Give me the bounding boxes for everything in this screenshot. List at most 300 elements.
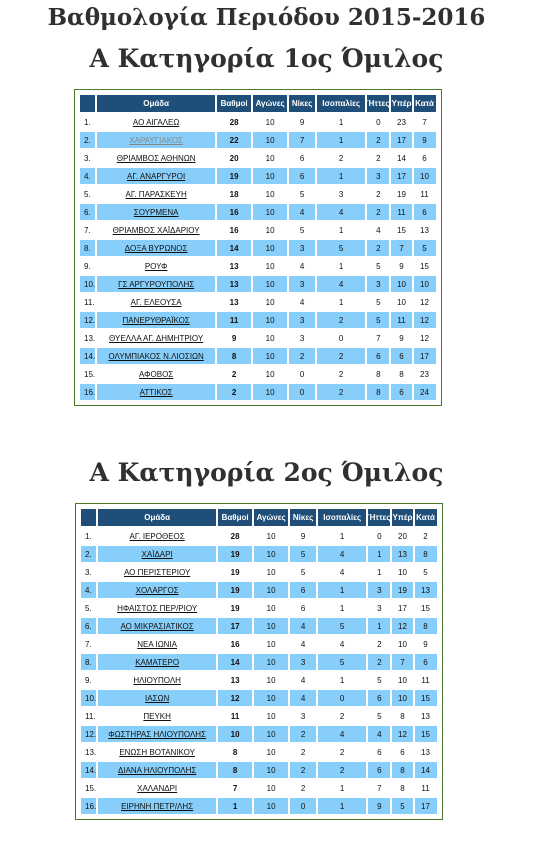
table-row [81,726,437,742]
cell-points: 19 [218,564,252,580]
cell-wins: 9 [289,114,315,130]
cell-draws: 5 [318,654,366,670]
cell-points: 13 [217,294,251,310]
header-goals-against: Κατά [414,95,436,112]
cell-goals-against: 5 [414,240,436,256]
cell-games: 10 [254,600,288,616]
team-link[interactable]: ΙΑΣΩΝ [144,693,170,703]
cell-games: 10 [254,762,288,778]
cell-points: 18 [217,186,251,202]
cell-draws: 0 [318,690,366,706]
team-link[interactable]: ΠΑΝΕΡΥΘΡΑΪΚΟΣ [122,315,190,325]
cell-goals-against: 11 [415,780,437,796]
cell-goals-against: 17 [414,348,436,364]
cell-goals-against: 23 [414,366,436,382]
cell-goals-against: 11 [414,186,436,202]
header-goals-for: Υπέρ [391,95,411,112]
team-link[interactable]: ΧΑΛΑΝΔΡΙ [137,783,178,793]
cell-points: 16 [217,222,251,238]
cell-goals-for: 5 [392,798,412,814]
cell-draws: 1 [317,168,365,184]
table-row [80,132,436,148]
cell-games: 10 [253,132,287,148]
cell-goals-for: 8 [392,762,412,778]
cell-points: 13 [218,672,252,688]
cell-games: 10 [254,690,288,706]
cell-position: 10. [80,276,95,292]
table-row [80,114,436,130]
cell-losses: 1 [368,546,390,562]
team-cell [97,186,215,202]
cell-position: 3. [81,564,96,580]
cell-draws: 2 [318,744,366,760]
team-link[interactable]: ΕΙΡΗΝΗ ΠΕΤΡ/ΛΗΣ [121,801,194,811]
table-header-row [80,95,436,112]
table-row [80,186,436,202]
cell-points: 20 [217,150,251,166]
team-link[interactable]: ΑΤΤΙΚΟΣ [139,387,173,397]
cell-wins: 4 [290,690,316,706]
cell-goals-for: 6 [391,348,411,364]
team-link[interactable]: ΚΑΜΑΤΕΡΟ [135,657,180,667]
cell-points: 19 [218,600,252,616]
cell-wins: 4 [289,204,315,220]
cell-draws: 2 [317,348,365,364]
team-link[interactable]: ΑΓ. ΠΑΡΑΣΚΕΥΗ [125,189,187,199]
cell-losses: 5 [367,258,389,274]
cell-goals-for: 10 [392,564,412,580]
cell-games: 10 [253,114,287,130]
cell-losses: 3 [367,168,389,184]
cell-position: 7. [80,222,95,238]
cell-points: 1 [218,798,252,814]
cell-wins: 2 [290,762,316,778]
cell-position: 4. [80,168,95,184]
cell-losses: 5 [367,294,389,310]
cell-goals-for: 20 [392,528,412,544]
team-cell [97,276,215,292]
cell-draws: 1 [318,600,366,616]
page-title: Βαθμολογία Περιόδου 2015-2016 [47,4,486,31]
cell-games: 10 [254,582,288,598]
cell-goals-for: 11 [391,204,411,220]
cell-losses: 2 [367,204,389,220]
cell-games: 10 [253,294,287,310]
table-row [80,384,436,400]
group1-title: Α Κατηγορία 1ος Όμιλος [89,44,444,73]
cell-goals-for: 10 [392,636,412,652]
cell-draws: 2 [317,366,365,382]
team-cell [97,204,215,220]
cell-position: 14. [80,348,95,364]
cell-wins: 3 [290,654,316,670]
cell-games: 10 [254,546,288,562]
cell-games: 10 [253,204,287,220]
table-row [80,258,436,274]
cell-position: 4. [81,582,96,598]
cell-losses: 6 [368,762,390,778]
cell-draws: 1 [318,798,366,814]
cell-position: 2. [81,546,96,562]
cell-goals-for: 15 [391,222,411,238]
team-link[interactable]: ΑΦΟΒΟΣ [139,369,174,379]
table-row [81,762,437,778]
cell-goals-against: 6 [414,204,436,220]
team-cell [98,528,216,544]
cell-losses: 1 [368,618,390,634]
cell-goals-against: 6 [415,654,437,670]
team-link[interactable]: ΦΩΣΤΗΡΑΣ ΗΛΙΟΥΠΟΛΗΣ [108,729,207,739]
cell-goals-for: 10 [391,276,411,292]
cell-position: 1. [81,528,96,544]
team-link[interactable]: ΑΓ. ΑΝΑΡΓΥΡΟΙ [127,171,186,181]
cell-games: 10 [253,240,287,256]
cell-points: 28 [217,114,251,130]
table-row [80,204,436,220]
cell-wins: 5 [289,186,315,202]
cell-points: 19 [218,582,252,598]
header-losses: Ήττες [368,509,390,526]
header-wins: Νίκες [290,509,316,526]
team-link[interactable]: ΧΑΡΑΥΓΙΑΚΟΣ [129,135,183,145]
cell-position: 6. [81,618,96,634]
cell-wins: 6 [290,600,316,616]
team-link[interactable]: ΔΟΞΑ ΒΥΡΩΝΟΣ [124,243,188,253]
cell-wins: 2 [289,348,315,364]
team-link[interactable]: ΡΟΥΦ [144,261,168,271]
table-body [81,528,437,814]
cell-draws: 1 [317,222,365,238]
cell-losses: 5 [368,708,390,724]
team-cell [97,366,215,382]
cell-goals-for: 17 [392,600,412,616]
cell-goals-against: 10 [414,276,436,292]
team-link[interactable]: ΝΕΑ ΙΩΝΙΑ [137,639,178,649]
cell-draws: 1 [318,528,366,544]
cell-wins: 5 [290,564,316,580]
cell-losses: 2 [368,636,390,652]
cell-wins: 4 [290,618,316,634]
header-team: Ομάδα [98,509,216,526]
team-cell [98,672,216,688]
cell-goals-for: 23 [391,114,411,130]
table-row [81,798,437,814]
cell-position: 5. [81,600,96,616]
cell-points: 8 [218,744,252,760]
cell-losses: 7 [368,780,390,796]
table-row [81,582,437,598]
team-link[interactable]: ΘΡΙΑΜΒΟΣ ΧΑΪΔΑΡΙΟΥ [112,225,200,235]
table-row [81,564,437,580]
cell-position: 10. [81,690,96,706]
cell-goals-against: 15 [415,690,437,706]
cell-position: 15. [81,780,96,796]
cell-points: 16 [218,636,252,652]
cell-points: 11 [218,708,252,724]
cell-goals-against: 5 [415,564,437,580]
cell-position: 3. [80,150,95,166]
team-link[interactable]: ΧΑΪΔΑΡΙ [141,549,173,559]
cell-wins: 3 [289,276,315,292]
cell-goals-for: 17 [391,132,411,148]
team-cell [98,744,216,760]
header-draws: Ισοπαλίες [318,509,366,526]
cell-wins: 2 [290,780,316,796]
team-link[interactable]: ΗΛΙΟΥΠΟΛΗ [133,675,181,685]
cell-losses: 5 [367,312,389,328]
cell-goals-for: 10 [392,672,412,688]
cell-draws: 5 [318,618,366,634]
cell-losses: 6 [368,744,390,760]
cell-goals-against: 12 [414,294,436,310]
cell-games: 10 [254,528,288,544]
table-row [81,690,437,706]
table-row [80,312,436,328]
cell-wins: 6 [289,150,315,166]
team-cell [97,132,215,148]
cell-goals-for: 11 [391,312,411,328]
cell-goals-for: 8 [392,780,412,796]
table-row [81,672,437,688]
cell-points: 8 [218,762,252,778]
cell-games: 10 [254,780,288,796]
cell-goals-for: 7 [392,654,412,670]
team-link[interactable]: ΑΟ ΜΙΚΡΑΣΙΑΤΙΚΟΣ [120,621,194,631]
team-cell [98,762,216,778]
table-row [80,276,436,292]
cell-goals-for: 12 [392,726,412,742]
team-cell [97,114,215,130]
cell-goals-against: 2 [415,528,437,544]
cell-draws: 1 [318,672,366,688]
team-cell [98,780,216,796]
cell-wins: 5 [290,546,316,562]
team-cell [98,708,216,724]
cell-games: 10 [253,258,287,274]
cell-goals-against: 13 [414,222,436,238]
cell-goals-for: 10 [392,690,412,706]
cell-draws: 4 [317,276,365,292]
team-cell [98,600,216,616]
header-team: Ομάδα [97,95,215,112]
cell-games: 10 [254,798,288,814]
cell-position: 8. [80,240,95,256]
header-games: Αγώνες [254,509,288,526]
cell-goals-for: 19 [391,186,411,202]
cell-losses: 2 [367,132,389,148]
cell-goals-against: 13 [415,744,437,760]
cell-draws: 3 [317,186,365,202]
table-row [81,636,437,652]
cell-position: 16. [81,798,96,814]
team-link[interactable]: ΧΟΛΑΡΓΟΣ [135,585,179,595]
cell-losses: 5 [368,672,390,688]
table-row [81,600,437,616]
team-link[interactable]: ΘΥΕΛΛΑ ΑΓ. ΔΗΜΗΤΡΙΟΥ [109,333,204,343]
cell-wins: 3 [290,708,316,724]
table-row [81,708,437,724]
table-row [80,366,436,382]
team-link[interactable]: ΗΦΑΙΣΤΟΣ ΠΕΡ/ΡΙΟΥ [117,603,198,613]
header-draws: Ισοπαλίες [317,95,365,112]
header-position [81,509,96,526]
table-row [81,744,437,760]
cell-draws: 2 [317,150,365,166]
table-row [81,546,437,562]
cell-losses: 2 [367,150,389,166]
cell-points: 28 [218,528,252,544]
cell-wins: 4 [290,672,316,688]
cell-losses: 9 [368,798,390,814]
cell-losses: 4 [368,726,390,742]
cell-games: 10 [254,618,288,634]
cell-games: 10 [253,330,287,346]
cell-draws: 4 [318,636,366,652]
cell-wins: 4 [289,294,315,310]
team-cell [97,240,215,256]
cell-wins: 3 [289,312,315,328]
team-link[interactable]: ΑΓ. ΕΛΕΟΥΣΑ [130,297,182,307]
table-row [81,654,437,670]
team-link[interactable]: ΣΟΥΡΜΕΝΑ [133,207,179,217]
cell-position: 15. [80,366,95,382]
cell-draws: 4 [318,564,366,580]
cell-goals-against: 17 [415,798,437,814]
header-games: Αγώνες [253,95,287,112]
cell-goals-against: 13 [415,582,437,598]
table-row [80,168,436,184]
cell-losses: 7 [367,330,389,346]
cell-draws: 2 [318,762,366,778]
team-link[interactable]: ΑΓ. ΙΕΡΟΘΕΟΣ [129,531,185,541]
cell-position: 9. [81,672,96,688]
team-link[interactable]: ΑΟ ΑΙΓΑΛΕΩ [132,117,180,127]
team-link[interactable]: ΕΝΩΣΗ ΒΟΤΑΝΙΚΟΥ [119,747,195,757]
cell-losses: 2 [368,654,390,670]
cell-position: 7. [81,636,96,652]
cell-position: 16. [80,384,95,400]
team-link[interactable]: ΔΙΑΝΑ ΗΛΙΟΥΠΟΛΗΣ [117,765,197,775]
team-link[interactable]: ΓΣ ΑΡΓΥΡΟΥΠΟΛΗΣ [118,279,195,289]
cell-losses: 4 [367,222,389,238]
cell-draws: 1 [317,294,365,310]
cell-goals-for: 14 [391,150,411,166]
cell-draws: 0 [317,330,365,346]
cell-points: 19 [218,546,252,562]
cell-wins: 9 [290,528,316,544]
cell-position: 11. [81,708,96,724]
cell-wins: 5 [289,222,315,238]
cell-wins: 0 [289,384,315,400]
cell-losses: 0 [367,114,389,130]
cell-goals-against: 13 [415,708,437,724]
cell-draws: 1 [318,582,366,598]
cell-position: 2. [80,132,95,148]
cell-draws: 2 [318,708,366,724]
cell-position: 9. [80,258,95,274]
team-cell [97,384,215,400]
team-link[interactable]: ΘΡΙΑΜΒΟΣ ΑΘΗΝΩΝ [116,153,196,163]
cell-losses: 8 [367,366,389,382]
cell-goals-for: 12 [392,618,412,634]
team-link[interactable]: ΑΟ ΠΕΡΙΣΤΕΡΙΟΥ [123,567,191,577]
cell-goals-for: 17 [391,168,411,184]
cell-points: 2 [217,366,251,382]
cell-position: 14. [81,762,96,778]
cell-goals-against: 24 [414,384,436,400]
cell-points: 2 [217,384,251,400]
cell-games: 10 [254,564,288,580]
cell-games: 10 [254,636,288,652]
cell-games: 10 [253,348,287,364]
cell-goals-against: 11 [415,672,437,688]
cell-losses: 1 [368,564,390,580]
cell-goals-for: 6 [391,384,411,400]
cell-points: 19 [217,168,251,184]
cell-games: 10 [254,708,288,724]
cell-points: 13 [217,276,251,292]
cell-games: 10 [253,150,287,166]
cell-points: 12 [218,690,252,706]
cell-points: 14 [217,240,251,256]
cell-points: 10 [218,726,252,742]
cell-wins: 2 [290,726,316,742]
cell-wins: 0 [289,366,315,382]
cell-wins: 3 [289,240,315,256]
cell-position: 12. [80,312,95,328]
team-cell [98,618,216,634]
cell-goals-against: 15 [414,258,436,274]
team-cell [98,654,216,670]
cell-goals-for: 13 [392,546,412,562]
cell-points: 9 [217,330,251,346]
cell-games: 10 [253,276,287,292]
cell-draws: 1 [318,780,366,796]
team-link[interactable]: ΟΛΥΜΠΙΑΚΟΣ Ν.ΛΙΟΣΙΩΝ [108,351,204,361]
cell-points: 13 [217,258,251,274]
cell-goals-against: 9 [414,132,436,148]
cell-goals-against: 9 [415,636,437,652]
table-body [80,114,436,400]
cell-goals-against: 10 [414,168,436,184]
cell-games: 10 [254,744,288,760]
cell-draws: 2 [317,384,365,400]
cell-losses: 0 [368,528,390,544]
header-position [80,95,95,112]
cell-games: 10 [254,672,288,688]
team-cell [98,636,216,652]
header-goals-for: Υπέρ [392,509,412,526]
cell-goals-against: 12 [414,312,436,328]
cell-points: 11 [217,312,251,328]
cell-wins: 0 [290,798,316,814]
cell-wins: 7 [289,132,315,148]
cell-wins: 4 [290,636,316,652]
cell-position: 6. [80,204,95,220]
cell-position: 5. [80,186,95,202]
team-cell [97,294,215,310]
standings-table-group2 [75,503,443,820]
team-link[interactable]: ΠΕΥΚΗ [143,711,171,721]
team-cell [97,348,215,364]
standings-table-group1 [74,89,442,406]
cell-games: 10 [253,312,287,328]
header-points: Βαθμοί [218,509,252,526]
cell-goals-for: 8 [391,366,411,382]
cell-goals-against: 7 [414,114,436,130]
table-row [80,222,436,238]
cell-games: 10 [253,384,287,400]
